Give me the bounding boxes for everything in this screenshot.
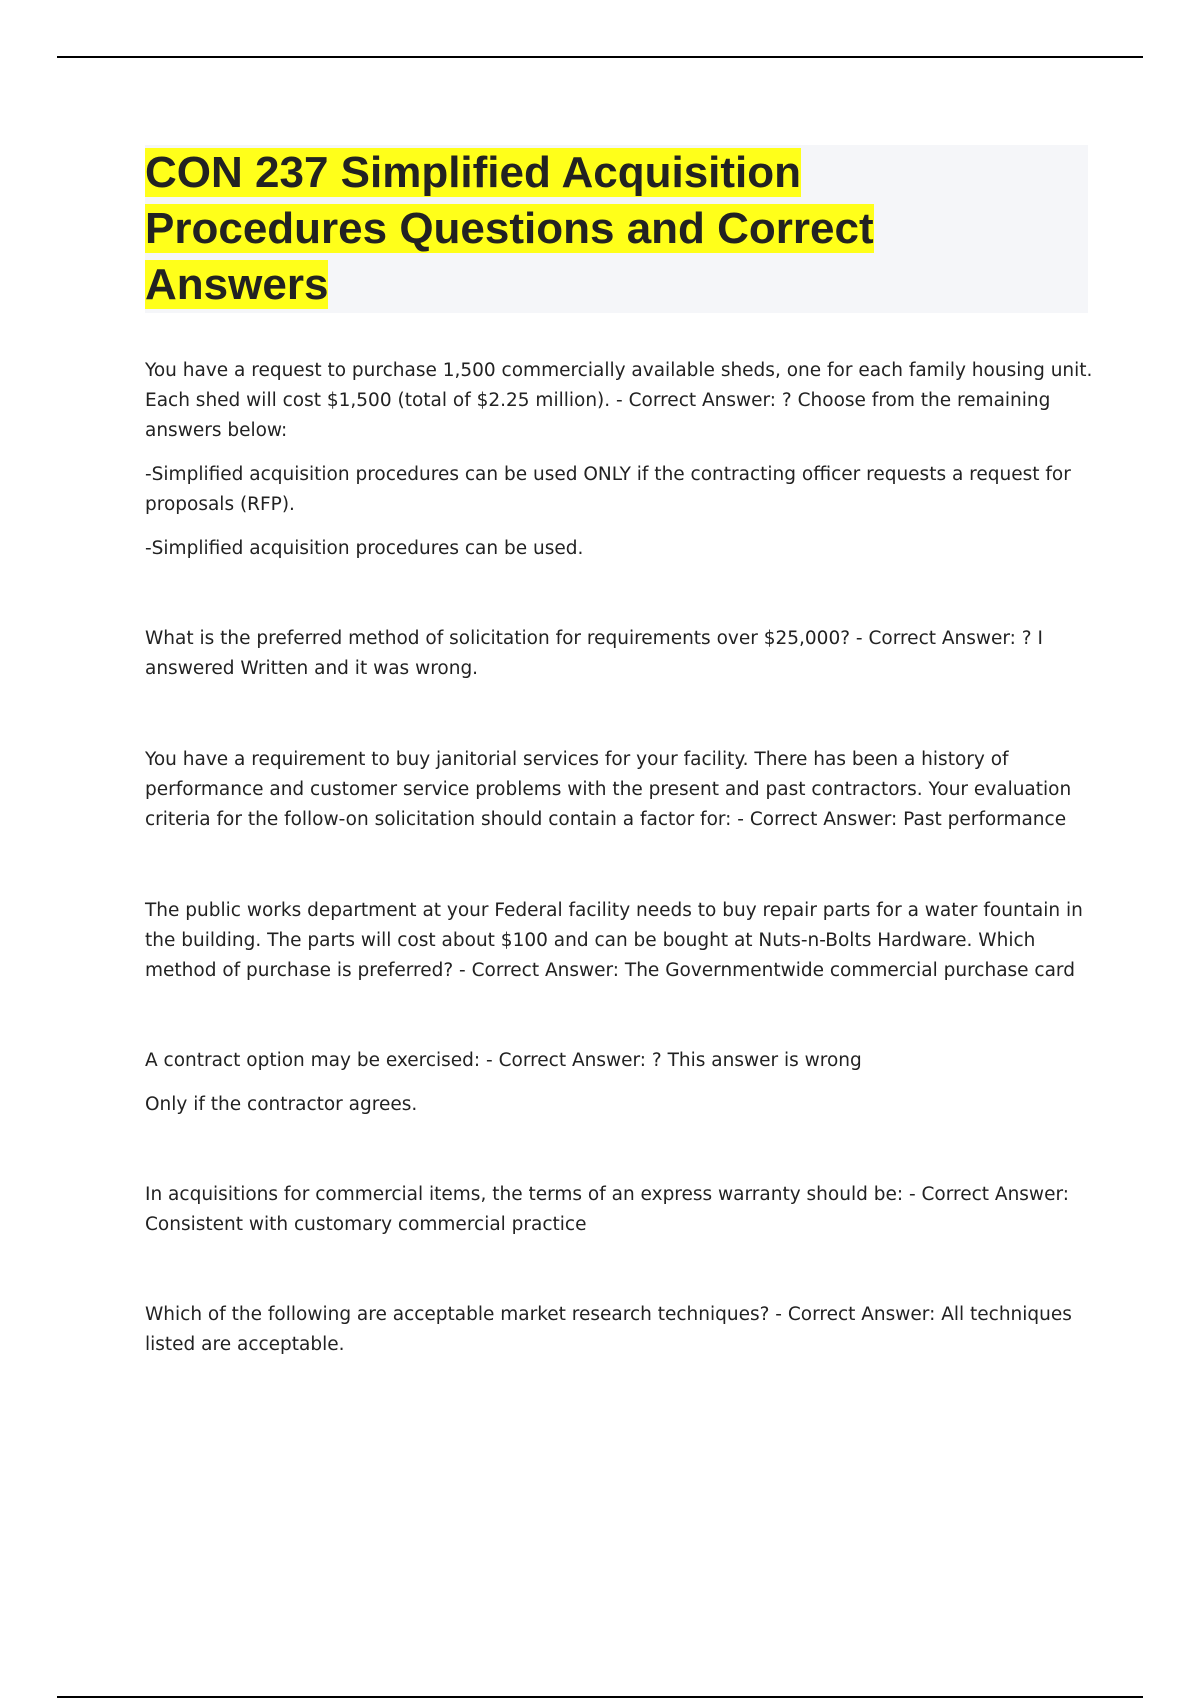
qa-question: The public works department at your Federal facility needs to buy repair parts for a water fountain in the building. The parts will cost about $100 and can be bought at Nuts-n-Bolts Hardware. Which method of purchase is preferred? - Correct Answer: The Governmentwide commercial purchase card <box>145 900 1083 981</box>
title-line: Procedures Questions and Correct <box>145 204 874 253</box>
qa-question: What is the preferred method of solicitation for requirements over $25,000? - Correct Answer: ? I answered Written and it was wrong. <box>145 628 1043 679</box>
title-block <box>145 145 1088 313</box>
qa-question: You have a requirement to buy janitorial services for your facility. There has been a history of performance and customer service problems with the present and past contractors. Your evaluation criteria for the follow-on solicitation should contain a factor for: - Correct Answer: Past performance <box>145 749 1072 830</box>
qa-note: -Simplified acquisition procedures can be used ONLY if the contracting officer requests a request for proposals (RFP). <box>145 464 1071 515</box>
qa-note: -Simplified acquisition procedures can be used. <box>145 538 584 559</box>
qa-question: You have a request to purchase 1,500 commercially available sheds, one for each family housing unit. Each shed will cost $1,500 (total of $2.25 million). - Correct Answer: ? Choose from the remaining answers below: <box>145 360 1093 441</box>
qa-question: Which of the following are acceptable market research techniques? - Correct Answer: All techniques listed are acceptable. <box>145 1304 1072 1355</box>
qa-question: A contract option may be exercised: - Correct Answer: ? This answer is wrong <box>145 1050 862 1071</box>
bottom-rule <box>57 1696 1143 1698</box>
qa-question: In acquisitions for commercial items, the terms of an express warranty should be: - Correct Answer: Consistent with customary commercial practice <box>145 1184 1069 1235</box>
qa-list <box>145 356 1095 1360</box>
qa-note: Only if the contractor agrees. <box>145 1094 418 1115</box>
document-title <box>145 145 1088 313</box>
title-line: CON 237 Simplified Acquisition <box>145 148 802 197</box>
title-line: Answers <box>145 260 329 309</box>
top-rule <box>57 56 1143 58</box>
